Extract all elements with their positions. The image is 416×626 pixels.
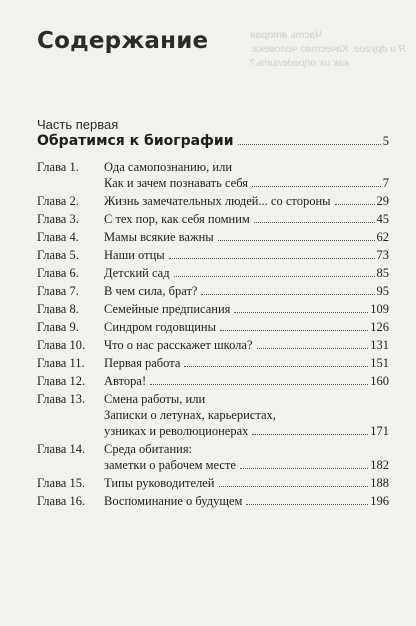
page-number: 5: [382, 134, 389, 148]
chapter-title-line: Среда обитания:: [104, 442, 193, 456]
chapter-label: Глава 4.: [37, 230, 79, 244]
page-title: Содержание: [37, 28, 209, 54]
toc-entry: [37, 337, 389, 353]
chapter-title: Детский сад: [104, 266, 170, 280]
toc-entry: [37, 283, 389, 299]
chapter-label: Глава 5.: [37, 248, 79, 262]
chapter-title: Наши отцы: [104, 248, 165, 262]
toc-entry: [37, 475, 389, 491]
toc-entry: [37, 211, 389, 227]
part-label: Часть первая: [37, 117, 119, 132]
chapter-title-line: Ода самопознанию, или: [104, 160, 233, 174]
chapter-title-line: заметки о рабочем месте: [104, 458, 236, 472]
page-number: 151: [370, 356, 389, 370]
chapter-label: Глава 15.: [37, 476, 86, 490]
page-number: 85: [376, 266, 389, 280]
chapter-label: Глава 10.: [37, 338, 86, 352]
page-number: 182: [370, 458, 389, 472]
page-number: 131: [370, 338, 389, 352]
toc-entry: [37, 229, 389, 245]
toc-entry: [37, 355, 389, 371]
chapter-label: Глава 14.: [37, 442, 86, 456]
chapter-title: В чем сила, брат?: [104, 284, 198, 298]
chapter-title: Мамы всякие важны: [104, 230, 214, 244]
dot-leader: [219, 486, 369, 487]
page-number: 109: [370, 302, 389, 316]
chapter-title: Что о нас расскажет школа?: [104, 338, 253, 352]
page-number: 126: [370, 320, 389, 334]
chapter-title: Первая работа: [104, 356, 181, 370]
page-number: 188: [370, 476, 389, 490]
toc-entry: [37, 319, 389, 335]
dot-leader: [150, 384, 368, 385]
dot-leader: [218, 240, 375, 241]
toc-entry: [37, 159, 389, 191]
dot-leader: [254, 222, 375, 223]
page-number: 171: [370, 424, 389, 438]
dot-leader: [234, 312, 368, 313]
toc-entry: [37, 301, 389, 317]
page-number: 73: [376, 248, 389, 262]
page-number: 62: [376, 230, 389, 244]
chapter-label: Глава 16.: [37, 494, 86, 508]
toc-entry: [37, 441, 389, 473]
chapter-title: С тех пор, как себя помним: [104, 212, 250, 226]
chapter-label: Глава 1.: [37, 160, 79, 174]
chapter-title: Воспоминание о будущем: [104, 494, 243, 508]
chapter-label: Глава 11.: [37, 356, 85, 370]
chapter-title-line: Записки о летунах, карьеристах,: [104, 408, 276, 422]
part-title: Обратимся к биографии: [37, 133, 234, 149]
dot-leader: [238, 144, 381, 145]
page-number: 196: [370, 494, 389, 508]
chapter-label: Глава 3.: [37, 212, 79, 226]
dot-leader: [240, 468, 368, 469]
chapter-title: Жизнь замечательных людей... со стороны: [104, 194, 331, 208]
chapter-title-line: узниках и революционерах: [104, 424, 249, 438]
chapter-label: Глава 6.: [37, 266, 79, 280]
dot-leader: [257, 348, 369, 349]
dot-leader: [246, 504, 368, 505]
toc-entry: [37, 373, 389, 389]
dot-leader: [252, 186, 381, 187]
part-row: [37, 133, 389, 151]
dot-leader: [220, 330, 368, 331]
toc-entry: [37, 265, 389, 281]
dot-leader: [169, 258, 375, 259]
chapter-title: Типы руководителей: [104, 476, 215, 490]
dot-leader: [335, 204, 375, 205]
page-number: 45: [376, 212, 389, 226]
dot-leader: [184, 366, 368, 367]
dot-leader: [174, 276, 375, 277]
dot-leader: [201, 294, 374, 295]
bleed-through-text: Часть вторая Я и другие. Качество человека: как их определить?: [250, 29, 407, 69]
chapter-label: Глава 9.: [37, 320, 79, 334]
page-number: 160: [370, 374, 389, 388]
page-number: 29: [376, 194, 389, 208]
chapter-title-line: Как и зачем познавать себя: [104, 176, 249, 190]
chapter-title: Семейные предписания: [104, 302, 231, 316]
chapter-title: Автора!: [104, 374, 147, 388]
chapter-label: Глава 13.: [37, 392, 86, 406]
toc-entry: [37, 493, 389, 509]
toc-entry: [37, 193, 389, 209]
page-number: 7: [382, 176, 389, 190]
toc-entry: [37, 247, 389, 263]
chapter-label: Глава 8.: [37, 302, 79, 316]
chapter-title: Синдром годовщины: [104, 320, 216, 334]
chapter-label: Глава 12.: [37, 374, 86, 388]
chapter-title-line: Смена работы, или: [104, 392, 206, 406]
dot-leader: [252, 434, 368, 435]
page-number: 95: [376, 284, 389, 298]
toc-entry: [37, 391, 389, 439]
chapter-label: Глава 7.: [37, 284, 79, 298]
chapter-label: Глава 2.: [37, 194, 79, 208]
